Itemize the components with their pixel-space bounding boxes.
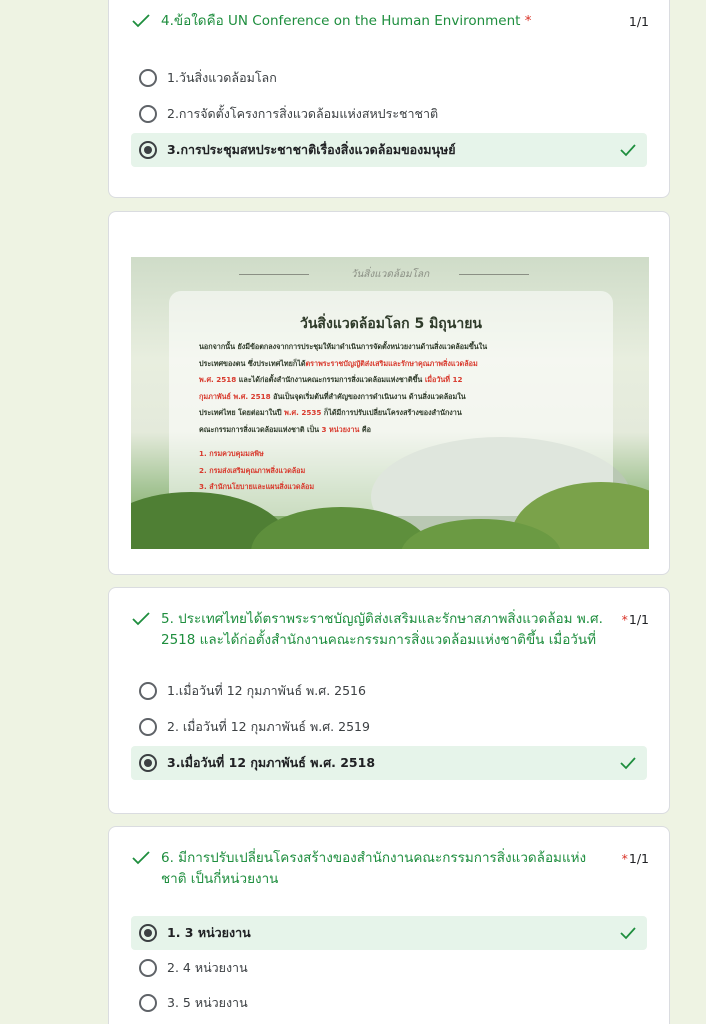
question-card-5 [108,587,670,814]
question-title: 6. มีการปรับเปลี่ยนโครงสร้างของสำนักงานคณะกรรมการสิ่งแวดล้อมแห่งชาติ เป็นกี่หน่วยงาน [161,850,587,887]
radio-button[interactable] [139,682,157,700]
score-label: *1/1 [621,612,649,627]
answer-option[interactable] [131,97,647,131]
question-title: 4.ข้อใดคือ UN Conference on the Human Environment * [161,13,532,29]
option-label: 2. เมื่อวันที่ 12 กุมภาพันธ์ พ.ศ. 2519 [167,719,370,734]
answer-option[interactable] [131,710,647,744]
option-label: 1.วันสิ่งแวดล้อมโลก [167,70,277,85]
answer-option[interactable] [131,986,647,1020]
radio-button[interactable] [139,105,157,123]
radio-button[interactable] [139,959,157,977]
question-header [131,848,649,890]
option-label: 2.การจัดตั้งโครงการสิ่งแวดล้อมแห่งสหประชาชาติ [167,106,439,121]
question-header [131,11,649,32]
world-environment-day-image [131,257,649,549]
option-label: 3.การประชุมสหประชาชาติเรื่องสิ่งแวดล้อมของมนุษย์ [167,142,456,157]
answer-option[interactable] [131,951,647,985]
radio-button[interactable] [139,718,157,736]
correct-check-icon [131,13,151,29]
answer-option-selected[interactable] [131,916,647,950]
radio-button-selected[interactable] [139,754,157,772]
option-label: 1. 3 หน่วยงาน [167,925,251,940]
option-label: 3. 5 หน่วยงาน [167,995,248,1010]
option-label: 2. 4 หน่วยงาน [167,960,248,975]
radio-button-selected[interactable] [139,924,157,942]
info-panel [169,291,613,516]
score-label: *1/1 [621,851,649,866]
radio-button[interactable] [139,994,157,1012]
answer-option-selected[interactable] [131,746,647,780]
image-card [108,211,670,575]
required-mark: * [524,13,532,29]
correct-check-icon [619,142,637,158]
correct-check-icon [619,925,637,941]
question-card-4 [108,0,670,198]
banner-body: นอกจากนั้น ยังมีข้อตกลงจากการประชุมให้มาดำเนินการจัดตั้งหน่วยงานด้านสิ่งแวดล้อมขึ้นใน ประเทศของตน ซึ่งประเทศไทยก็ได้ตราพระราชบัญญัติส่งเสริมและรักษาคุณภาพสิ่งแวดล้อม พ.ศ. 2518 และได้ก่อตั้งสำนักงานคณะกรรมการสิ่งแวดล้อมแห่งชาติขึ้น เมื่อวันที่ 12 กุมภาพันธ์ พ.ศ. 2518 อันเป็นจุดเริ่มต้นที่สำคัญของการดำเนินงาน ด้านสิ่งแวดล้อมใน ประเทศไทย โดยต่อมาในปี พ.ศ. 2535 ก็ได้มีการปรับเปลี่ยนโครงสร้างของสำนักงาน คณะกรรมการสิ่งแวดล้อมแห่งชาติ เป็น 3 หน่วยงาน คือ [199,342,488,434]
answer-option[interactable] [131,674,647,708]
correct-check-icon [131,611,151,627]
correct-check-icon [131,850,151,866]
script-title: วันสิ่งแวดล้อมโลก [350,269,430,280]
answer-option[interactable] [131,61,647,95]
radio-button[interactable] [139,69,157,87]
option-label: 3.เมื่อวันที่ 12 กุมภาพันธ์ พ.ศ. 2518 [167,755,376,770]
question-card-6 [108,826,670,1024]
agency-list: 1. กรมควบคุมมลพิษ 2. กรมส่งเสริมคุณภาพสิ่งแวดล้อม 3. สำนักนโยบายและแผนสิ่งแวดล้อม [199,449,315,491]
option-label: 1.เมื่อวันที่ 12 กุมภาพันธ์ พ.ศ. 2516 [167,683,366,698]
correct-check-icon [619,755,637,771]
score-label: 1/1 [628,14,649,29]
question-header [131,609,649,651]
answer-option-selected[interactable] [131,133,647,167]
question-title: 5. ประเทศไทยได้ตราพระราชบัญญัติส่งเสริมและรักษาสภาพสิ่งแวดล้อม พ.ศ. 2518 และได้ก่อตั้งสำนักงานคณะกรรมการสิ่งแวดล้อมแห่งชาติขึ้น เมื่อวันที่ [161,611,603,648]
radio-button-selected[interactable] [139,141,157,159]
banner-title: วันสิ่งแวดล้อมโลก 5 มิถุนายน [300,316,482,332]
